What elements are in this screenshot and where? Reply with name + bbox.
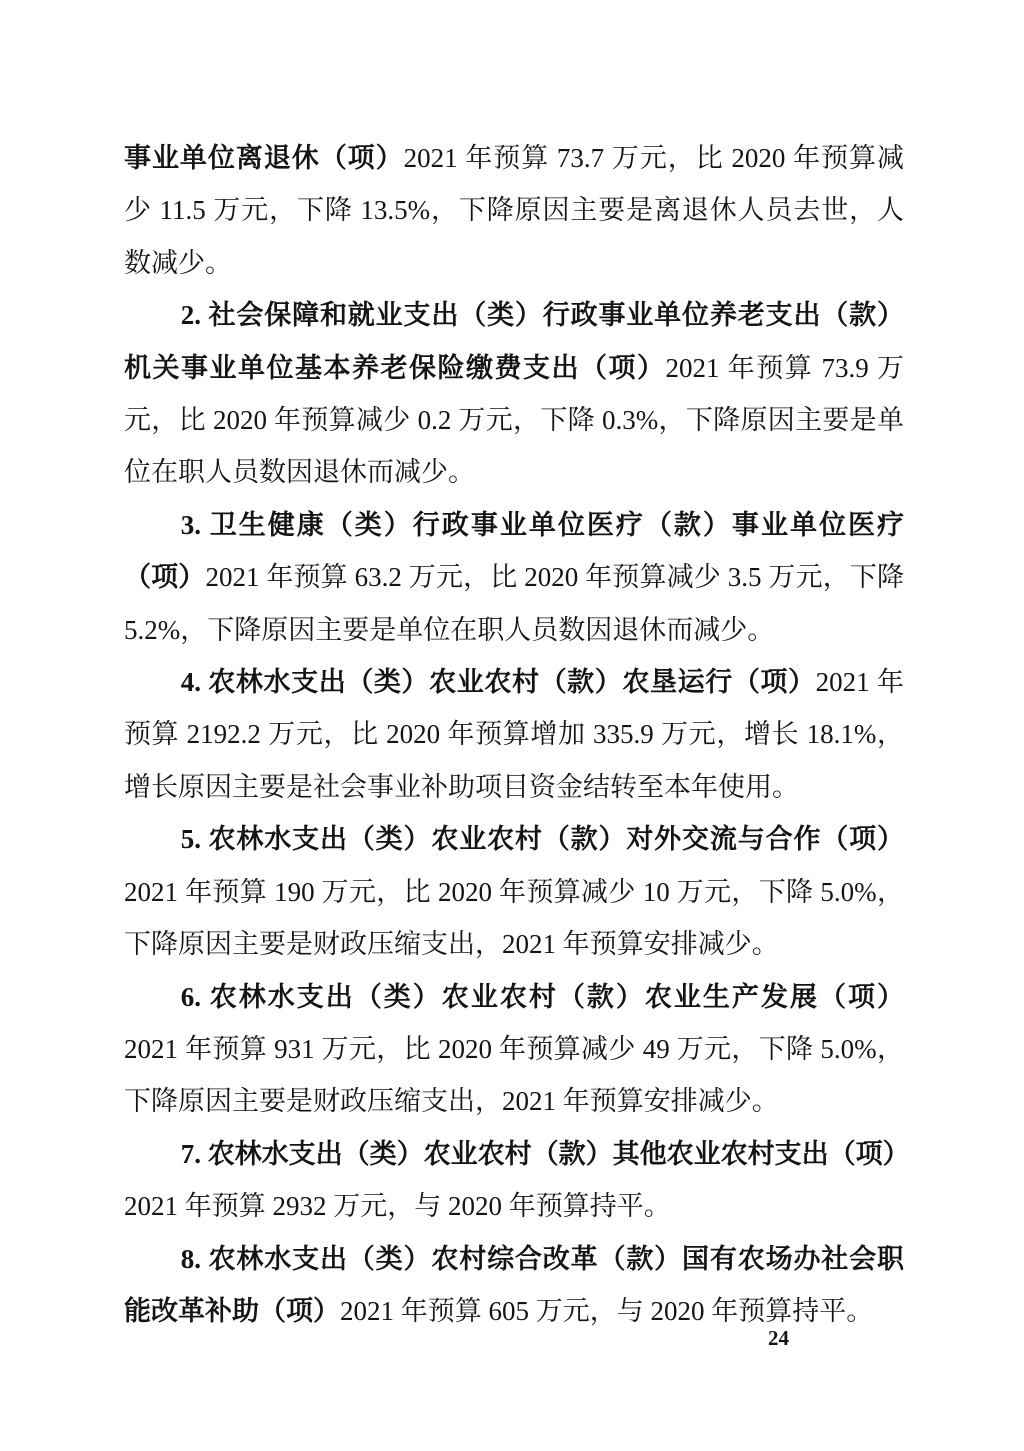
paragraph-body: 2021 年预算 931 万元，比 2020 年预算减少 49 万元，下降 5.0%，下降原因主要是财政压缩支出，2021 年预算安排减少。 xyxy=(124,1033,904,1117)
paragraph xyxy=(124,813,904,970)
paragraph xyxy=(124,971,904,1128)
paragraph-heading: 4. 农林水支出（类）农业农村（款）农垦运行（项） xyxy=(180,667,816,698)
paragraph xyxy=(124,132,904,289)
paragraph xyxy=(124,1233,904,1338)
paragraph-heading: 8. 农林水支出（类）农村综合改革（款）国有农场办社会职能改革补助（项） xyxy=(124,1243,904,1326)
page-number: 24 xyxy=(768,1326,789,1350)
paragraph xyxy=(124,289,904,499)
paragraph-body: 2021 年预算 190 万元，比 2020 年预算减少 10 万元，下降 5.0%，下降原因主要是财政压缩支出，2021 年预算安排减少。 xyxy=(124,876,904,960)
paragraph-body: 2021 年预算 2192.2 万元，比 2020 年预算增加 335.9 万元，增长 18.1%，增长原因主要是社会事业补助项目资金结转至本年使用。 xyxy=(124,667,905,802)
paragraph-body: 2021 年预算 605 万元，与 2020 年预算持平。 xyxy=(340,1295,874,1326)
paragraph-body: 2021 年预算 73.7 万元，比 2020 年预算减少 11.5 万元，下降 13.5%，下降原因主要是离退休人员去世，人数减少。 xyxy=(124,143,905,278)
paragraph xyxy=(124,1128,910,1233)
paragraph-body: 2021 年预算 63.2 万元，比 2020 年预算减少 3.5 万元，下降 5.2%，下降原因主要是单位在职人员数因退休而减少。 xyxy=(124,562,905,645)
paragraph xyxy=(124,656,904,813)
paragraph-heading: 7. 农林水支出（类）农业农村（款）其他农业农村支出（项） xyxy=(180,1138,910,1169)
paragraph-heading: 6. 农林水支出（类）农业农村（款）农业生产发展（项） xyxy=(180,981,904,1012)
paragraph-body: 2021 年预算 2932 万元，与 2020 年预算持平。 xyxy=(124,1191,671,1222)
paragraph-heading: 2. 社会保障和就业支出（类）行政事业单位养老支出（款）机关事业单位基本养老保险缴费支出（项） xyxy=(124,300,904,383)
document-body xyxy=(124,132,910,1337)
paragraph-heading: 事业单位离退休（项） xyxy=(124,143,404,173)
paragraph-heading: 3. 卫生健康（类）行政事业单位医疗（款）事业单位医疗（项） xyxy=(124,509,904,593)
paragraph xyxy=(124,499,904,656)
paragraph-heading: 5. 农林水支出（类）农业农村（款）对外交流与合作（项） xyxy=(180,824,904,855)
paragraph-body: 2021 年预算 73.9 万元，比 2020 年预算减少 0.2 万元，下降 0.3%，下降原因主要是单位在职人员数因退休而减少。 xyxy=(124,352,904,488)
